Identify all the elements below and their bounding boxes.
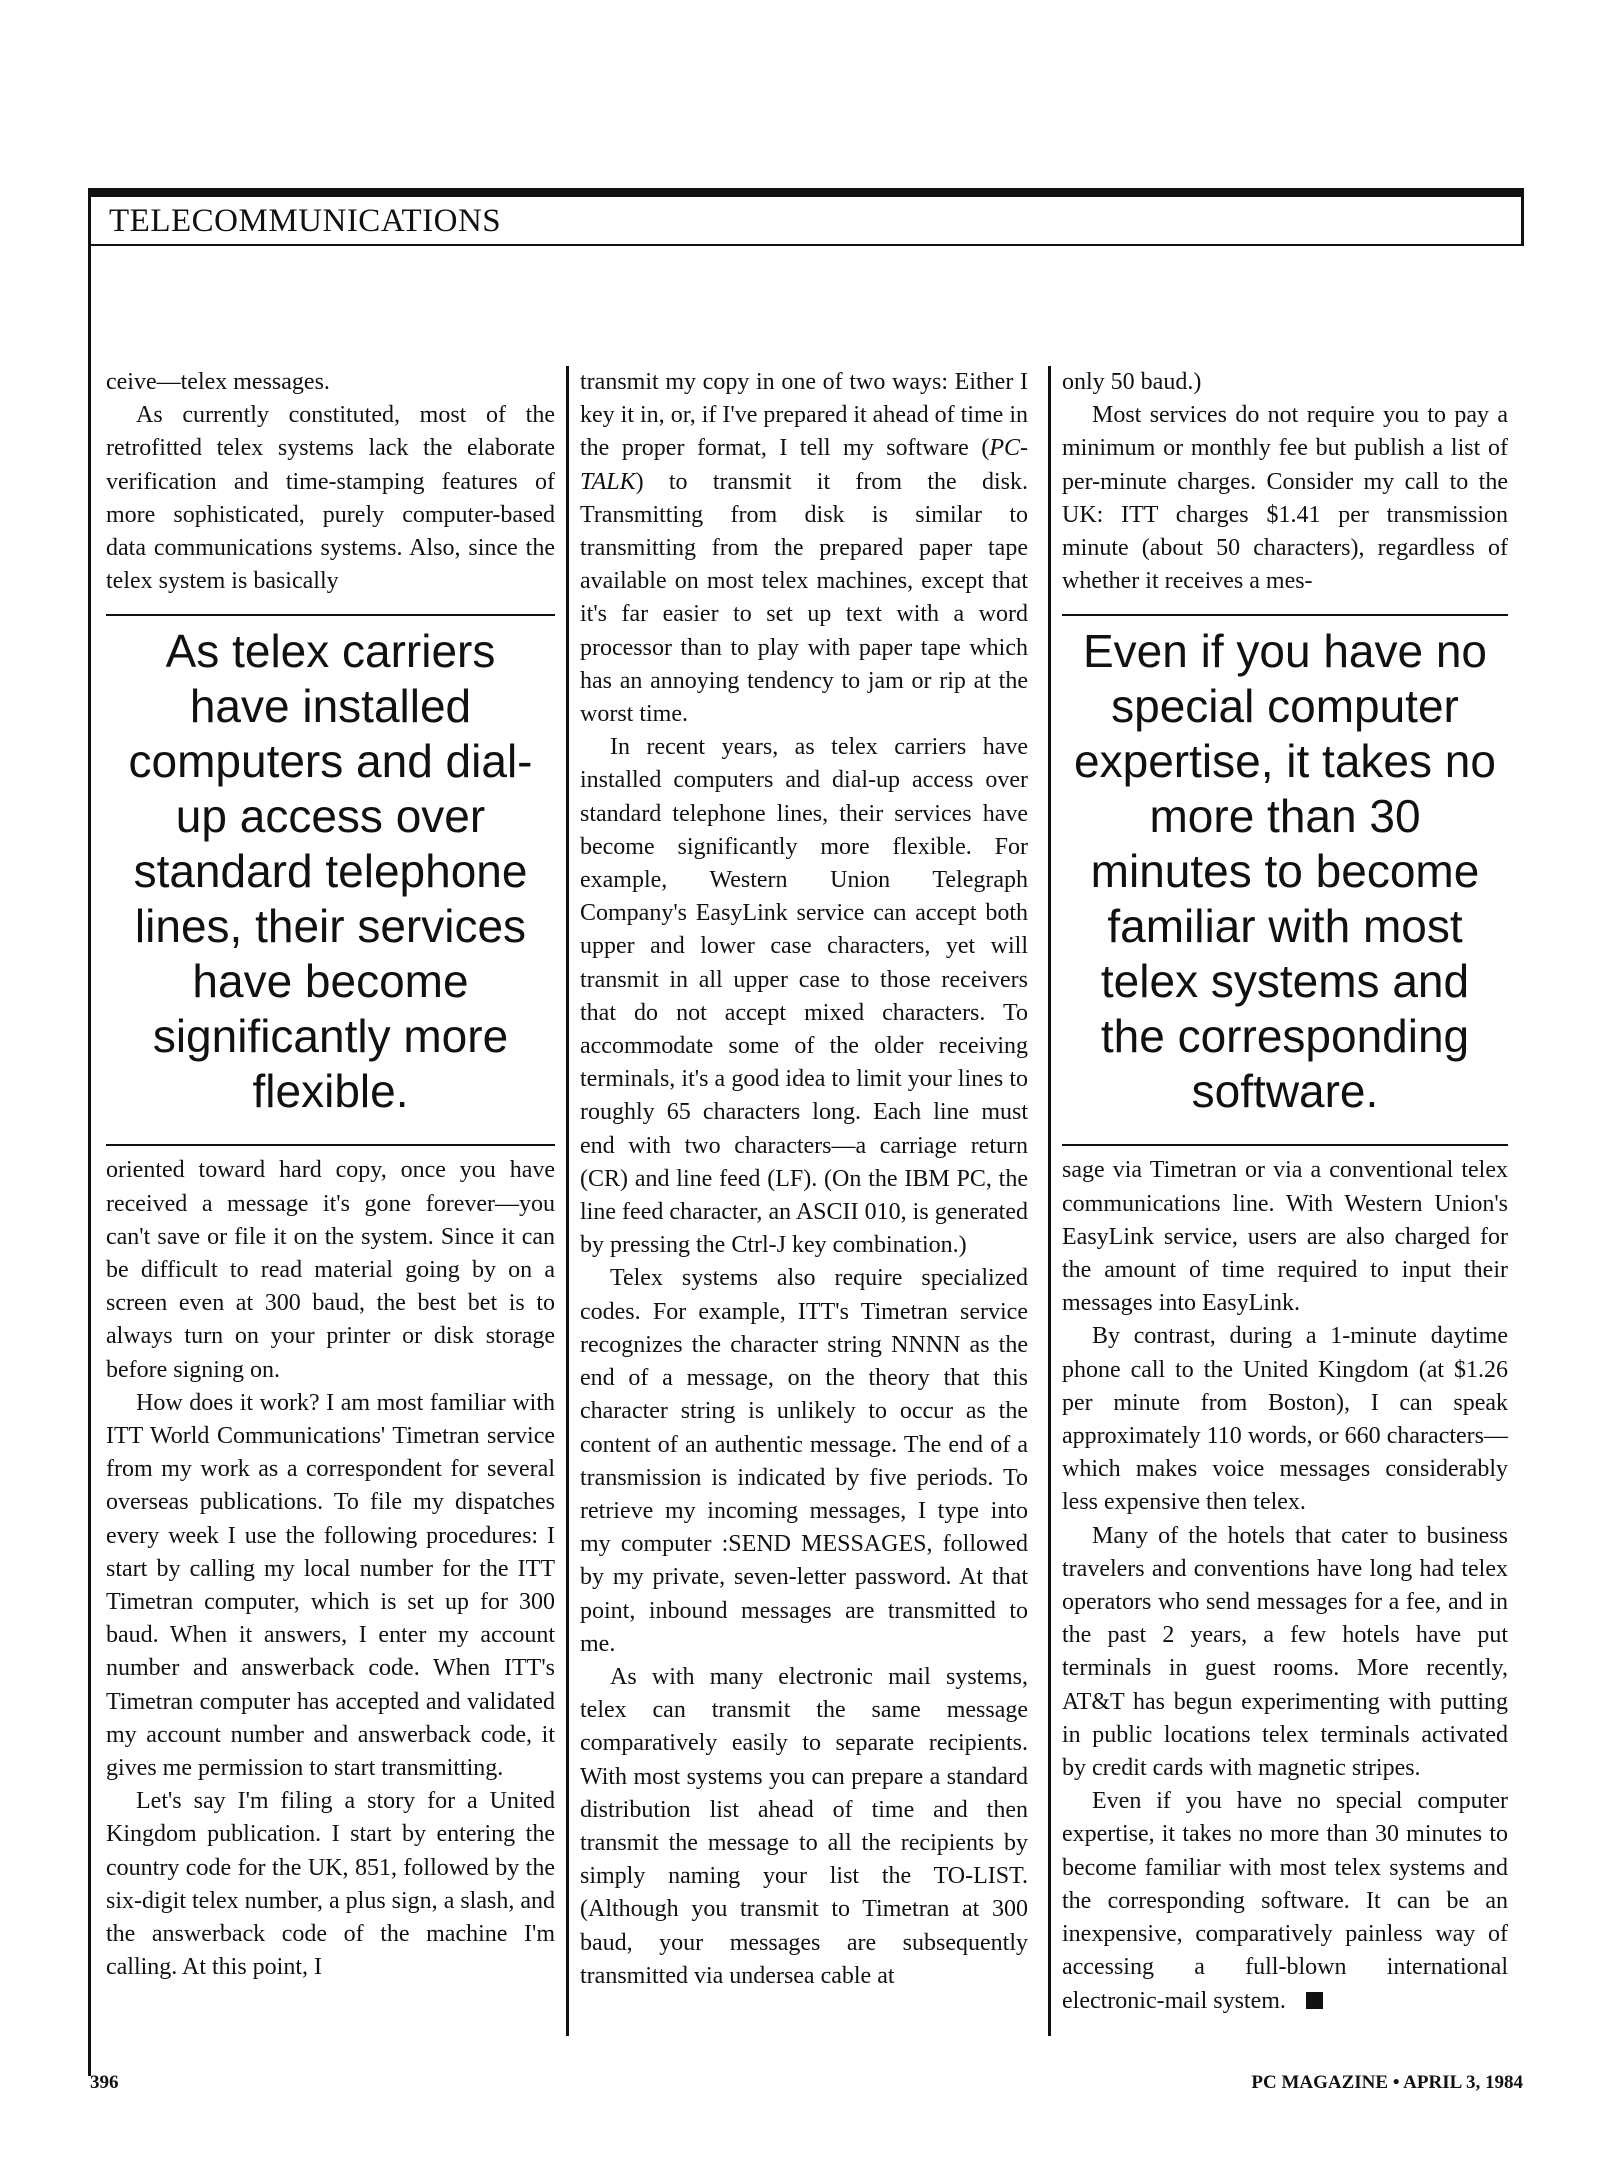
col2-paragraph-2: In recent years, as telex carriers have installed computers and dial-up access over standard telephone lines, their services have become significantly more flexible. For example, Western Union Telegraph Company's EasyLink service can accept both upper and lower case characters, yet will transmit in all upper case to those receivers that do not accept mixed characters. To accommodate some of the older receiving terminals, it's a good idea to limit your lines to roughly 65 characters long. Each line must end with two characters—a carriage return (CR) and line feed (LF). (On the IBM PC, the line feed character, an ASCII 010, is generated by pressing the Ctrl-J key combination.) xyxy=(580,734,1028,1259)
col2-paragraph-1 xyxy=(580,366,1028,731)
col1-paragraph-3: How does it work? I am most familiar with ITT World Communications' Timetran service from my work as a correspondent for several overseas publications. To file my dispatches every week I use the following procedures: I start by calling my local number for the ITT Timetran computer, which is set up for 300 baud. When it answers, I enter my account number and answerback code. When ITT's Timetran computer has accepted and validated my account number and answerback code, it gives me permission to start transmitting. xyxy=(106,1389,555,1782)
col2-paragraph-4: As with many electronic mail systems, telex can transmit the same message comparatively easily to separate recipients. With most systems you can prepare a standard distribution list ahead of time and then transmit the message to all the recipients by simply naming your list the TO-LIST. (Although you transmit to Timetran at 300 baud, your messages are subsequently transmitted via undersea cable at xyxy=(580,1663,1028,1989)
col1-paragraph-2: oriented toward hard copy, once you have received a message it's gone forever—you can't save or file it on the system. Since it can be difficult to read material going by on a screen even at 300 baud, the best bet is to always turn on your printer or disk storage before signing on. xyxy=(106,1157,555,1383)
col1-paragraph-0: ceive—telex messages. xyxy=(106,369,330,395)
col3-paragraph-2: sage via Timetran or via a conventional telex communications line. With Western Union's EasyLink service, users are also charged for the amount of time required to input their messages into EasyLink. xyxy=(1062,1157,1508,1317)
publication-footer: PC MAGAZINE • APRIL 3, 1984 xyxy=(1251,2072,1523,2093)
pull-quote-1: As telex carriers have installed computers and dial-up access over standard telephone lines, their services have become significantly more flexible. xyxy=(106,614,555,1146)
col3-paragraph-5 xyxy=(1062,1785,1508,2017)
section-header xyxy=(88,188,1524,246)
column-rule-1 xyxy=(566,366,569,2036)
col1-paragraph-4: Let's say I'm filing a story for a United Kingdom publication. I start by entering the country code for the UK, 851, followed by the six-digit telex number, a plus sign, a slash, and the answerback code of the machine I'm calling. At this point, I xyxy=(106,1788,555,1981)
page-number: 396 xyxy=(90,2072,119,2093)
col2-paragraph-3: Telex systems also require specialized codes. For example, ITT's Timetran service recognizes the character string NNNN as the end of a message, on the theory that this character string is unlikely to occur as the content of an authentic message. The end of a transmission is indicated by five periods. To retrieve my incoming messages, I type into my computer :SEND MESSAGES, followed by my private, seven-letter password. At that point, inbound messages are transmitted to me. xyxy=(580,1265,1028,1657)
col3-paragraph-3: By contrast, during a 1-minute daytime phone call to the United Kingdom (at $1.26 per minute from Boston), I can speak approximately 110 words, or 660 characters—which makes voice messages considerably less expensive then telex. xyxy=(1062,1323,1508,1516)
col3-paragraph-0: only 50 baud.) xyxy=(1062,369,1202,395)
column-rule-2 xyxy=(1048,366,1051,2036)
col3-paragraph-4: Many of the hotels that cater to business travelers and conventions have long had telex operators who send messages for a fee, and in the past 2 years, a few hotels have put terminals in guest rooms. More recently, AT&T has begun experimenting with putting in public locations telex terminals activated by credit cards with magnetic stripes. xyxy=(1062,1522,1508,1782)
column-3 xyxy=(1062,366,1508,2018)
col2-text-b: ) to transmit it from the disk. Transmitting from disk is similar to transmitting from the prepared paper tape available on most telex machines, except that it's far easier to set up text with a word processor than to play with paper tape which has an annoying tendency to jam or rip at the worst time. xyxy=(580,468,1028,728)
column-2 xyxy=(580,366,1028,1993)
section-title: TELECOMMUNICATIONS xyxy=(109,203,502,239)
pull-quote-2: Even if you have no special computer expertise, it takes no more than 30 minutes to become familiar with most telex systems and the corresponding software. xyxy=(1062,614,1508,1146)
col2-text-a: transmit my copy in one of two ways: Either I key it in, or, if I've prepared it ahead of time in the proper format, I tell my software ( xyxy=(580,369,1028,462)
left-frame-rule xyxy=(88,246,91,2076)
software-name: PC-TALK xyxy=(580,435,1028,495)
col3-text-5: Even if you have no special computer expertise, it takes no more than 30 minutes to become familiar with most telex systems and the corresponding software. It can be an inexpensive, comparatively painless way of accessing a full-blown international electronic-mail system. xyxy=(1062,1788,1508,2014)
col1-paragraph-1: As currently constituted, most of the retrofitted telex systems lack the elaborate verification and time-stamping features of more sophisticated, purely computer-based data communications systems. Also, since the telex system is basically xyxy=(106,402,555,595)
column-1 xyxy=(106,366,555,1985)
end-of-article-mark xyxy=(1306,1992,1323,2009)
col3-paragraph-1: Most services do not require you to pay a minimum or monthly fee but publish a list of per-minute charges. Consider my call to the UK: ITT charges $1.41 per transmission minute (about 50 characters), regardless of whether it receives a mes- xyxy=(1062,402,1508,595)
